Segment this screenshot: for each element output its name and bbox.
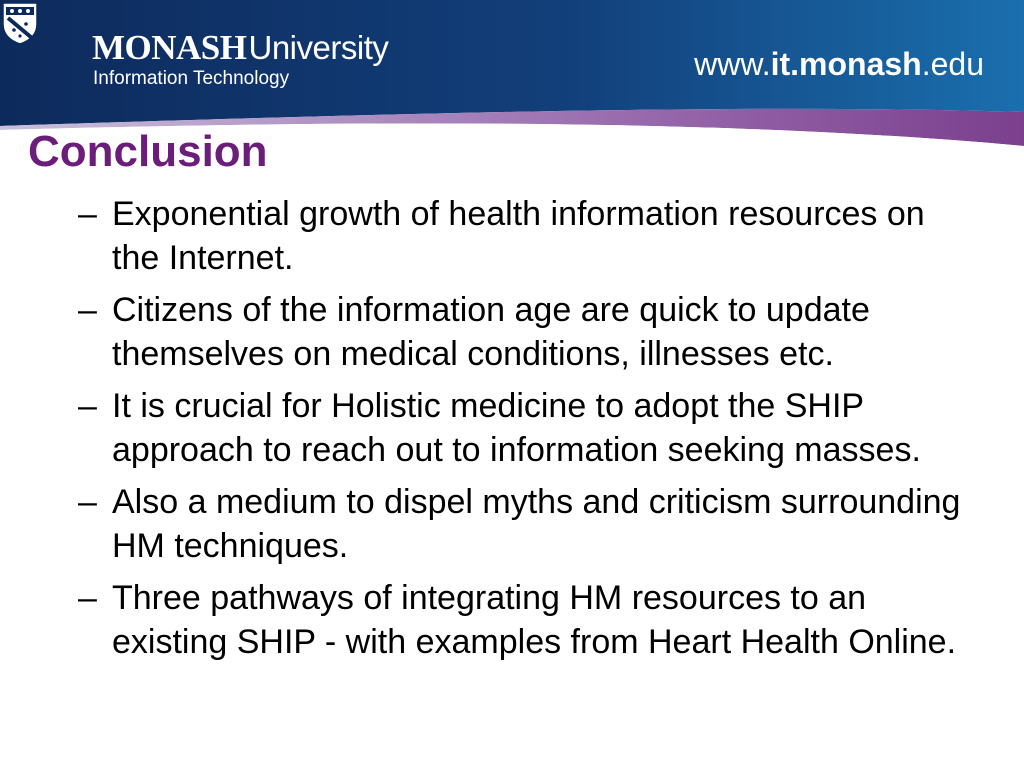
bullet-dash: – bbox=[78, 483, 97, 521]
logo-name: MONASH bbox=[92, 28, 247, 67]
url-suffix: .edu bbox=[921, 46, 984, 82]
bullet-dash: – bbox=[78, 291, 97, 329]
monash-logo bbox=[92, 30, 388, 91]
faculty-subtitle: Information Technology bbox=[93, 68, 290, 89]
slide-title: Conclusion bbox=[28, 127, 268, 176]
website-url bbox=[694, 44, 984, 84]
bullet-dash: – bbox=[78, 579, 97, 617]
bullet-text: It is crucial for Holistic medicine to adopt the SHIP approach to reach out to information seeking masses. bbox=[112, 387, 921, 469]
bullet-dash: – bbox=[78, 195, 97, 233]
bullet-dash: – bbox=[78, 387, 97, 425]
bullet-text: Citizens of the information age are quick to update themselves on medical conditions, illnesses etc. bbox=[112, 291, 870, 373]
monash-crest-icon bbox=[0, 0, 40, 46]
bullet-item bbox=[78, 480, 978, 568]
bullet-item bbox=[78, 384, 978, 472]
bullet-text: Three pathways of integrating HM resources to an existing SHIP - with examples from Heart Health Online. bbox=[112, 579, 957, 661]
bullet-text: Also a medium to dispel myths and criticism surrounding HM techniques. bbox=[112, 483, 961, 565]
bullet-text: Exponential growth of health information resources on the Internet. bbox=[112, 195, 925, 277]
url-prefix: www. bbox=[694, 46, 771, 82]
bullet-item bbox=[78, 192, 978, 280]
bullet-item bbox=[78, 576, 978, 664]
bullet-item bbox=[78, 288, 978, 376]
logo-suffix: University bbox=[248, 29, 389, 66]
bullet-list bbox=[78, 192, 978, 672]
logo-wordmark bbox=[92, 30, 388, 66]
url-domain: it.monash bbox=[770, 46, 922, 82]
